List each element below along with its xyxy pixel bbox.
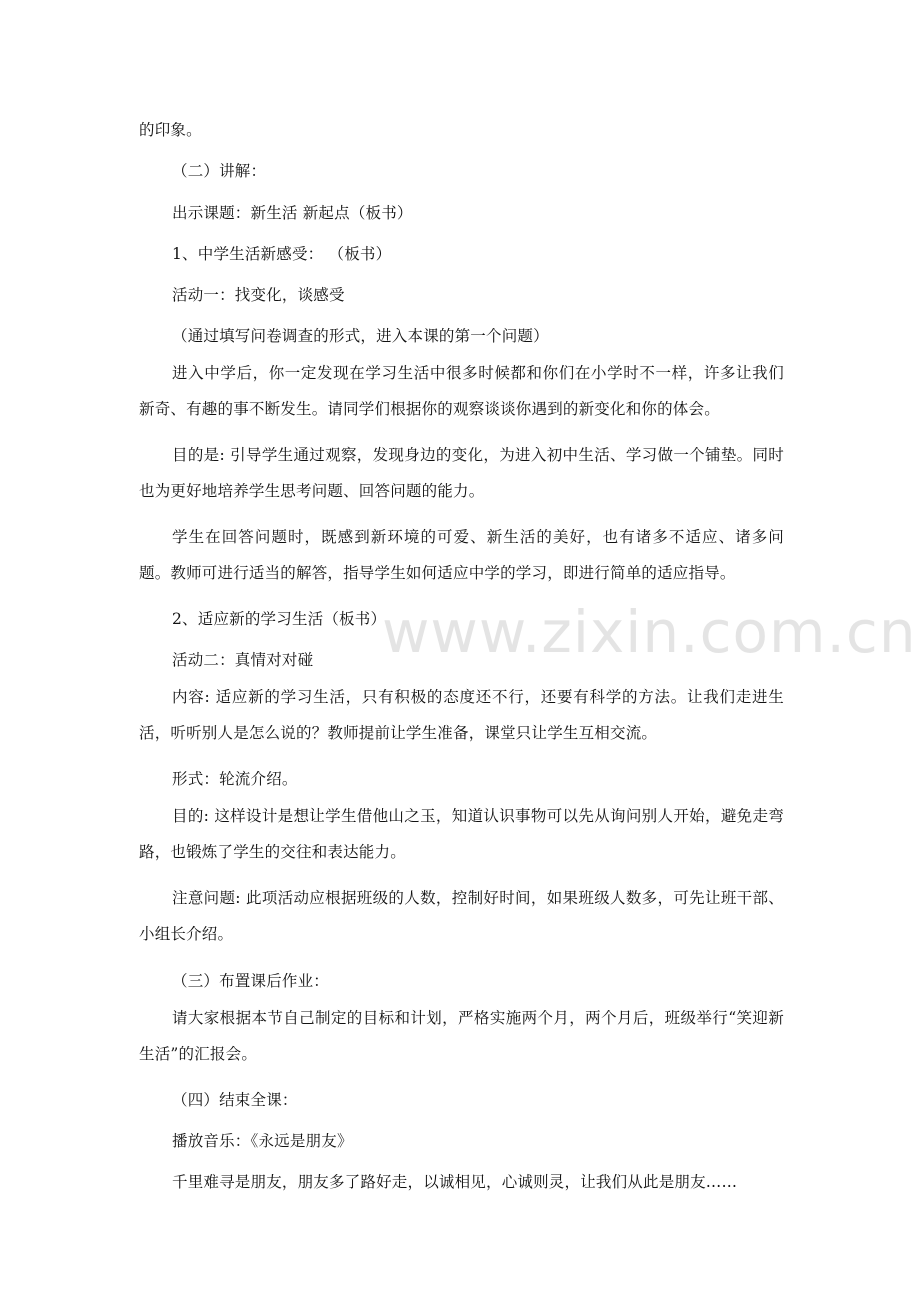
paragraph-show-topic: 出示课题：新生活 新起点（板书） xyxy=(172,204,413,222)
paragraph-purpose-two: 目的: 这样设计是想让学生借他山之玉，知道认识事物可以先从询问别人开始，避免走弯路，也锻炼了学生的交往和表达能力。 xyxy=(139,807,784,861)
paragraph-entering-middle-school: 进入中学后，你一定发现在学习生活中很多时候都和你们在小学时不一样，许多让我们新奇、有趣的事不断发生。请同学们根据你的观察谈谈你遇到的新变化和你的体会。 xyxy=(139,364,784,418)
subheading-new-feelings: 1、中学生活新感受： （板书） xyxy=(172,245,392,263)
paragraph-form: 形式：轮流介绍。 xyxy=(172,770,298,788)
paragraph-activity-two: 活动二：真情对对碰 xyxy=(172,651,314,669)
paragraph-content: 内容: 适应新的学习生活，只有积极的态度还不行，还要有科学的方法。让我们走进生活，听听别人是怎么说的？教师提前让学生准备，课堂只让学生互相交流。 xyxy=(139,688,784,742)
paragraph-impression: 的印象。 xyxy=(139,121,202,139)
paragraph-play-music: 播放音乐：《永远是朋友》 xyxy=(172,1132,353,1150)
paragraph-song-lyrics: 千里难寻是朋友，朋友多了路好走，以诚相见，心诚则灵，让我们从此是朋友…… xyxy=(172,1173,738,1191)
paragraph-activity-one: 活动一：找变化，谈感受 xyxy=(172,286,345,304)
paragraph-student-answers: 学生在回答问题时，既感到新环境的可爱、新生活的美好，也有诸多不适应、诸多问题。教师可进行适当的解答，指导学生如何适应中学的学习，即进行简单的适应指导。 xyxy=(139,528,784,582)
paragraph-attention: 注意问题: 此项活动应根据班级的人数，控制好时间，如果班级人数多，可先让班干部、小组长介绍。 xyxy=(139,889,784,943)
subheading-adapt-new-life: 2、适应新的学习生活（板书） xyxy=(172,610,387,628)
section-heading-homework: （三）布置课后作业： xyxy=(172,972,330,990)
section-heading-conclusion: （四）结束全课： xyxy=(172,1091,298,1109)
section-heading-explain: （二）讲解： xyxy=(172,162,267,180)
paragraph-questionnaire: （通过填写问卷调查的形式，进入本课的第一个问题） xyxy=(172,327,549,345)
paragraph-purpose-one: 目的是: 引导学生通过观察，发现身边的变化，为进入初中生活、学习做一个铺垫。同时也为更好地培养学生思考问题、回答问题的能力。 xyxy=(139,446,784,500)
watermark-text: www.zixin.com.cn xyxy=(382,598,917,666)
paragraph-homework: 请大家根据本节自己制定的目标和计划，严格实施两个月，两个月后，班级举行“笑迎新生活”的汇报会。 xyxy=(139,1009,784,1063)
